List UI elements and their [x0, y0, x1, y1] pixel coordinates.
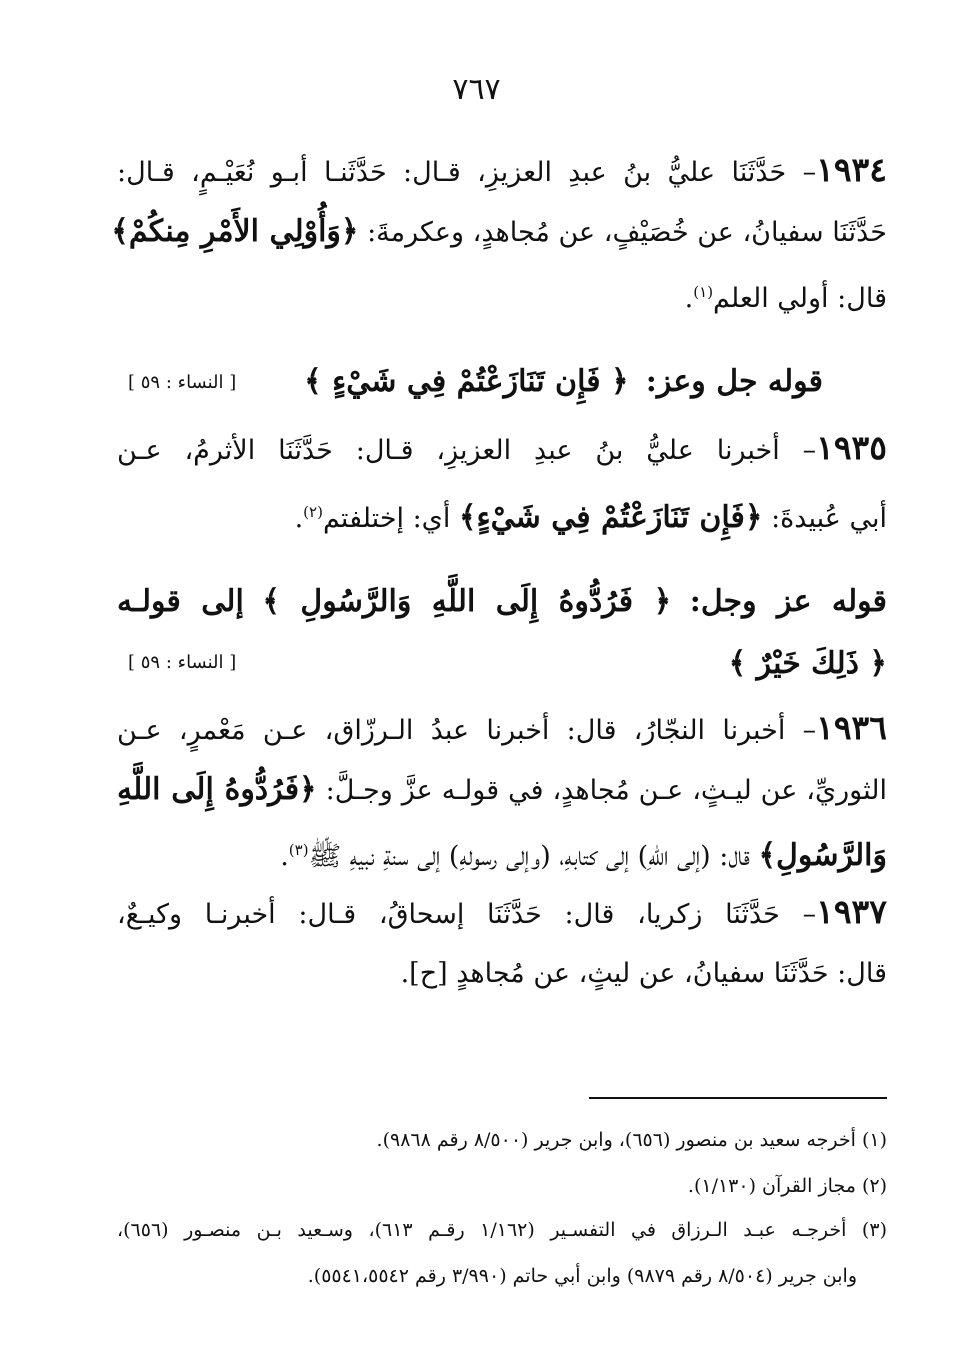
page-number: ٧٦٧	[452, 72, 501, 107]
hadith-text: حَدَّثَنَا سفيانُ، عن خُصَيْفٍ، عن مُجاهدٍ، وعكرمةَ:	[367, 217, 887, 248]
punctuation: .	[684, 283, 694, 314]
hadith-1935-line-2	[117, 492, 887, 539]
quran-verse: ﴿فَرُدُّوهُ إِلَى اللَّهِ	[117, 772, 317, 807]
hadith-1937-line-1	[117, 892, 887, 935]
hadith-text: أي: إختلفتم	[322, 503, 451, 534]
hadith-1937-line-2	[117, 954, 887, 994]
heading-tail: إلى قولـه	[117, 584, 244, 619]
footnote-marker: (٢)	[303, 503, 323, 521]
footnote-2: (٢) مجاز القرآن (١/١٣٠).	[687, 1175, 887, 1197]
surah-reference: [ النساء : ٥٩ ]	[128, 652, 237, 673]
footnote-3-line-2: وابن جرير (٨/٥٠٤ رقم ٩٨٧٩) وابن أبي حاتم (٣/٩٩٠ رقم ٥٥٤١،٥٥٤٢).	[307, 1265, 857, 1287]
hadith-number: ١٩٣٤	[816, 150, 887, 189]
quran-verse: ﴿ فَإِن تَنَازَعْتُمْ فِي شَيْءٍ ﴾	[304, 364, 629, 399]
hadith-text: – أخبرنا عليُّ بنُ عبدِ العزيزِ، قـال: حَدَّثَنَا الأثرمُ، عـن	[117, 435, 817, 466]
punctuation: .	[280, 841, 289, 872]
hadith-1934-line-2	[111, 212, 887, 253]
hadith-1934-line-1	[117, 150, 887, 193]
quran-verse: ﴿وَأُوْلِي الأَمْرِ مِنكُمْ﴾	[111, 214, 359, 249]
hadith-number: ١٩٣٦	[816, 708, 887, 747]
footnote-3-line-1: (٣) أخرجـه عبـد الـرزاق في التفسـير (١/١٦٢ رقـم ٦١٣)، وسـعيد بـن منصـور (٦٥٦)،	[117, 1219, 887, 1241]
footnote-marker: (١)	[693, 283, 714, 301]
section-heading-2-line-2	[487, 644, 887, 685]
hadith-1936-line-2	[117, 770, 887, 811]
hadith-text: – حَدَّثَنَا عليُّ بنُ عبدِ العزيزِ، قـال: حَدَّثَنـا أبـو نُعَيْـمٍ، قـال:	[117, 157, 817, 188]
hadith-text: – أخبرنا النجّارُ، قال: أخبرنا عبدُ الـرزّاق، عـن مَعْمرٍ، عـن	[117, 715, 817, 746]
hadith-number: ١٩٣٥	[816, 428, 887, 467]
surah-reference: [ النساء : ٥٩ ]	[128, 372, 237, 393]
hadith-text: قال: أولي العلم	[713, 283, 887, 314]
section-heading-1	[263, 362, 823, 403]
hadith-1936-line-1	[117, 708, 887, 751]
heading-label: قوله عز وجل:	[689, 584, 887, 619]
quran-verse: وَالرَّسُولِ﴾	[758, 838, 887, 873]
hadith-1936-line-3	[117, 830, 887, 877]
footnote-divider	[589, 1097, 887, 1099]
quran-verse: ﴿ ذَلِكَ خَيْرٌ ﴾	[728, 646, 887, 681]
hadith-number: ١٩٣٧	[816, 892, 887, 931]
hadith-text: أبي عُبيدةَ:	[771, 503, 887, 534]
hadith-text: قال: حَدَّثَنَا سفيانُ، عن ليثٍ، عن مُجاهدٍ [ح].	[400, 958, 887, 989]
hadith-text: الثوريِّ، عن ليـثٍ، عـن مُجاهدٍ، في قولـه عزَّ وجـلَّ:	[325, 775, 887, 806]
quran-verse: ﴿فَإِن تَنَازَعْتُمْ فِي شَيْءٍ﴾	[458, 500, 763, 535]
hadith-text: قال: (إلى اللهِ) إلى كتابهِ، (وإلى رسولهِ) إلى سنةِ نبيهِ ﷺ	[308, 841, 750, 872]
hadith-1934-line-3	[117, 272, 887, 319]
heading-label: قوله جل وعز:	[645, 364, 823, 399]
footnote-1: (١) أخرجه سعيد بن منصور (٦٥٦)، وابن جرير (٨/٥٠٠ رقم ٩٨٦٨).	[376, 1129, 887, 1151]
footnote-marker: (٣)	[288, 841, 309, 859]
punctuation: .	[294, 503, 304, 534]
quran-verse: ﴿ فَرُدُّوهُ إِلَى اللَّهِ وَالرَّسُولِ ﴾	[262, 584, 672, 619]
section-heading-2-line-1	[117, 582, 887, 623]
hadith-text: – حَدَّثَنَا زكريا، قال: حَدَّثَنَا إسحاقُ، قـال: أخبرنـا وكيـعٌ،	[117, 899, 817, 930]
hadith-1935-line-1	[117, 428, 887, 471]
